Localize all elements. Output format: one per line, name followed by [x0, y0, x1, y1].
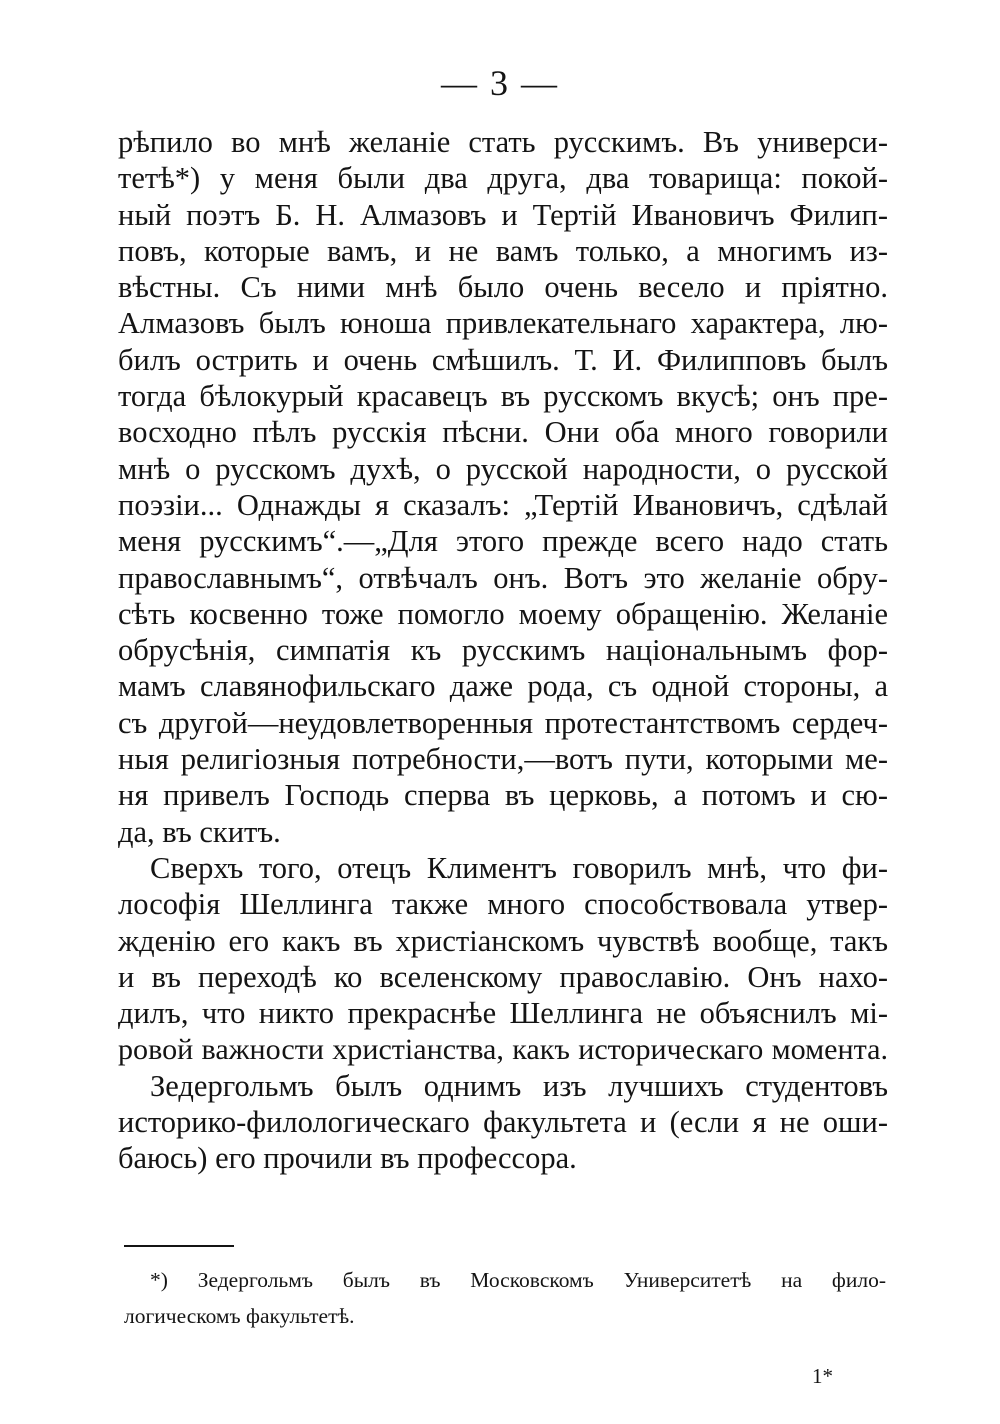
footnote-line: *) Зедергольмъ былъ въ Московскомъ Университетѣ на фило- — [150, 1268, 886, 1292]
text-line: восходно пѣлъ русскія пѣсни. Они оба много говорили — [118, 415, 888, 450]
text-line: жденію его какъ въ христіанскомъ чувствѣ вообще, такъ — [118, 923, 888, 958]
text-line: историко-филологическаго факультета и (если я не оши- — [118, 1105, 888, 1140]
page-number: — 3 — — [441, 63, 559, 103]
text-line: дилъ, что никто прекраснѣе Шеллинга не объяснилъ мі- — [118, 996, 888, 1031]
text-line: мамъ славянофильскаго даже рода, съ одной стороны, а — [118, 669, 888, 704]
text-line: рѣпило во мнѣ желаніе стать русскимъ. Въ универси- — [118, 125, 888, 159]
printer-signature-mark: 1* — [812, 1364, 833, 1388]
footnote — [124, 1262, 886, 1334]
text-line: лософія Шеллинга также много способствовала утвер- — [118, 887, 888, 922]
footnote-line: логическомъ факультетѣ. — [124, 1304, 355, 1328]
text-line: и въ переходѣ ко вселенскому православію. Онъ нахо- — [118, 959, 888, 994]
text-line: ныя религіозныя потребности,—вотъ пути, которыми ме- — [118, 742, 888, 777]
text-line: повъ, которые вамъ, и не вамъ только, а многимъ из- — [118, 233, 888, 268]
footnote-separator — [124, 1245, 234, 1247]
text-line: съ другой—неудовлетворенныя протестантствомъ сердеч- — [118, 705, 888, 740]
text-line: билъ острить и очень смѣшилъ. Т. И. Филипповъ былъ — [118, 342, 888, 377]
text-line: православнымъ“, отвѣчалъ онъ. Вотъ это желаніе обру- — [118, 560, 888, 595]
text-line: тетѣ*) у меня были два друга, два товарища: покой- — [118, 161, 888, 196]
paragraph-start-line: Зедергольмъ былъ однимъ изъ лучшихъ студентовъ — [150, 1068, 888, 1103]
text-line: обрусѣнія, симпатія къ русскимъ національнымъ фор- — [118, 633, 888, 668]
text-line: сѣть косвенно тоже помогло моему обращенію. Желаніе — [118, 596, 888, 631]
text-line: поэзіи... Однажды я сказалъ: „Тертій Ивановичъ, сдѣлай — [118, 487, 888, 522]
text-line: ровой важности христіанства, какъ историческаго момента. — [118, 1032, 888, 1067]
paragraph-start-line: Сверхъ того, отецъ Климентъ говорилъ мнѣ, что фи- — [150, 850, 888, 885]
text-line: меня русскимъ“.—„Для этого прежде всего надо стать — [118, 524, 888, 559]
text-line: Алмазовъ былъ юноша привлекательнаго характера, лю- — [118, 306, 888, 341]
text-line: ный поэтъ Б. Н. Алмазовъ и Тертій Ивановичъ Филип- — [118, 197, 888, 232]
text-line: баюсь) его прочили въ профессора. — [118, 1141, 577, 1176]
text-line: тогда бѣлокурый красавецъ въ русскомъ вкусѣ; онъ пре- — [118, 379, 888, 414]
text-line: ня привелъ Господь сперва въ церковь, а потомъ и сю- — [118, 778, 888, 813]
text-line: да, въ скитъ. — [118, 814, 281, 849]
body-text — [118, 124, 888, 1177]
text-line: мнѣ о русскомъ духѣ, о русской народности, о русской — [118, 451, 888, 486]
text-line: вѣстны. Съ ними мнѣ было очень весело и пріятно. — [118, 270, 888, 305]
